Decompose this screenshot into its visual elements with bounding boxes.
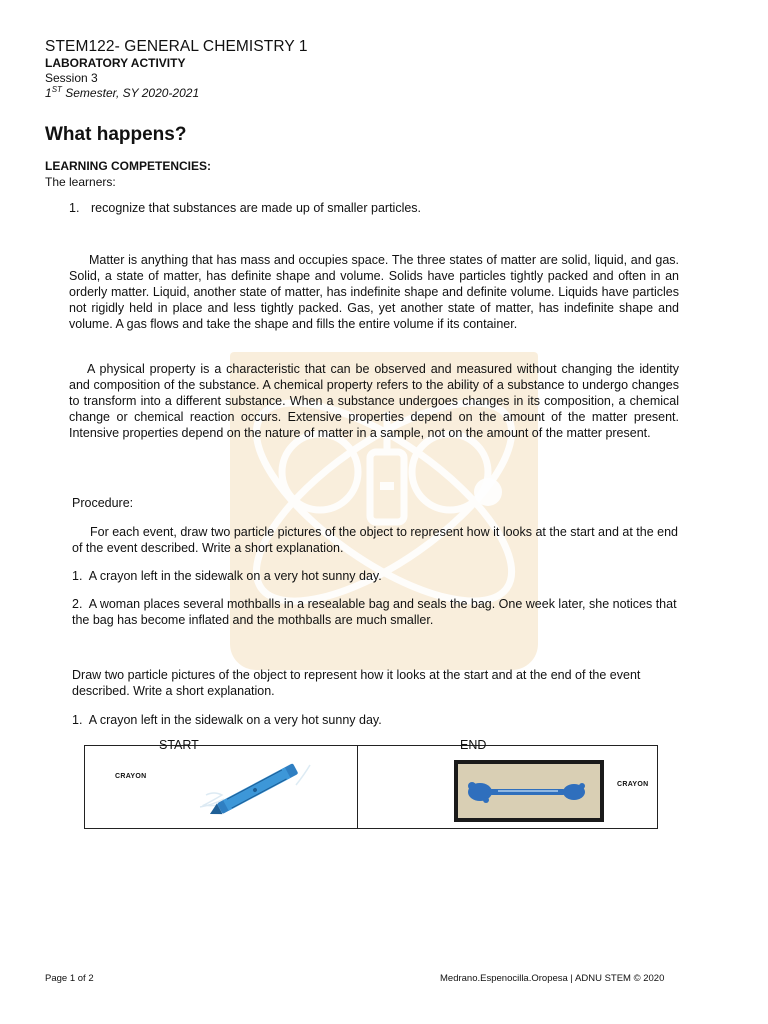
answer-instruction: Draw two particle pictures of the object to represent how it looks at the start and at the end of the event described. Write a short explanation. — [72, 668, 641, 698]
activity-type: LABORATORY ACTIVITY — [45, 56, 186, 70]
competency-item: 1. recognize that substances are made up of smaller particles. — [69, 201, 422, 215]
end-column-header: END — [460, 738, 487, 752]
page-number: Page 1 of 2 — [45, 973, 94, 984]
semester-label: 1ST Semester, SY 2020-2021 — [45, 85, 200, 100]
start-column-header: START — [159, 738, 199, 752]
footer-credit: Medrano.Espenocilla.Oropesa | ADNU STEM © 2020 — [440, 973, 665, 984]
melted-crayon-icon — [458, 764, 600, 818]
properties-paragraph: A physical property is a characteristic that can be observed and measured without changing the identity and composition of the substance. A chemical property refers to the ability of a substance to undergo changes to transform into a different substance. When a substance undergoes changes in its composition, a chemical change or chemical reaction occurs. Extensive properties depend on the amount of the matter present. Intensive properties depend on the nature of matter in a sample, not on the amount of the matter present. — [69, 362, 679, 440]
melted-crayon-photo — [454, 760, 604, 822]
table-divider — [357, 746, 358, 828]
session-label: Session 3 — [45, 71, 98, 85]
course-title: STEM122- GENERAL CHEMISTRY 1 — [45, 38, 308, 55]
event-item-2: 2. A woman places several mothballs in a resealable bag and seals the bag. One week later, she notices that the bag has become inflated and the mothballs are much smaller. — [72, 597, 677, 627]
competencies-heading: LEARNING COMPETENCIES: — [45, 159, 212, 173]
end-crayon-label: CRAYON — [617, 781, 649, 788]
procedure-label: Procedure: — [72, 496, 134, 510]
crayon-start-image — [160, 755, 350, 825]
event-item-1: 1. A crayon left in the sidewalk on a very hot sunny day. — [72, 569, 382, 583]
page-title: What happens? — [45, 124, 187, 145]
start-crayon-label: CRAYON — [115, 773, 147, 780]
answer-event-item: 1. A crayon left in the sidewalk on a very hot sunny day. — [72, 713, 382, 727]
procedure-instruction: For each event, draw two particle pictures of the object to represent how it looks at the start and at the end of the event described. Write a short explanation. — [72, 525, 678, 555]
competencies-intro: The learners: — [45, 175, 116, 189]
matter-paragraph: Matter is anything that has mass and occupies space. The three states of matter are solid, liquid, and gas. Solid, a state of matter, has definite shape and volume. Solids have particles tightly packed and often in an orderly matter. Liquid, another state of matter, has indefinite shape and definite volume. Liquids have particles not rigidly held in place and less tightly packed. Gas, yet another state of matter, has indefinite shape and volume. A gas flows and take the shape and fills the entire volume if its container. — [69, 253, 679, 331]
